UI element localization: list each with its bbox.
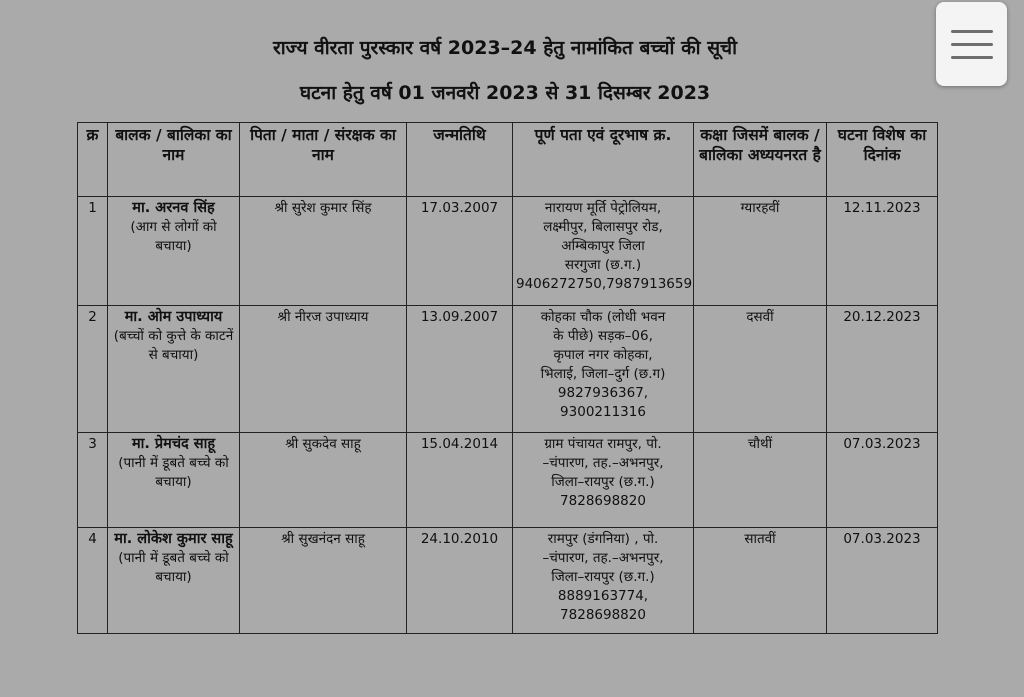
column-header-guardian-name: पिता / माता / संरक्षक का नाम xyxy=(240,123,407,197)
address-line: रामपुर (डंगनिया) , पो. xyxy=(547,531,659,547)
address-cell xyxy=(513,433,694,528)
class-cell: सातवीं xyxy=(694,528,827,634)
guardian-cell: श्री नीरज उपाध्याय xyxy=(240,306,407,433)
bravery-note: (पानी में डूबते बच्चे को बचाया) xyxy=(118,455,229,490)
bravery-note: (बच्चों को कुत्ते के काटनें से बचाया) xyxy=(113,328,234,363)
column-header-serial: क्र xyxy=(78,123,108,197)
bravery-note: (आग से लोगों को बचाया) xyxy=(130,219,217,254)
address-line: अम्बिकापुर जिला xyxy=(561,238,645,254)
phone-number: 7828698820 xyxy=(560,493,646,509)
child-name: मा. लोकेश कुमार साहू xyxy=(114,531,233,547)
address-line: सरगुजा (छ.ग.) xyxy=(564,257,642,273)
phone-number: 9300211316 xyxy=(560,404,646,420)
phone-number: 9827936367, xyxy=(557,385,649,401)
hamburger-menu-icon-line xyxy=(951,56,993,59)
table-row xyxy=(78,197,938,306)
address-line: नारायण मूर्ति पेट्रोलियम, xyxy=(544,200,662,216)
column-header-child-name: बालक / बालिका का नाम xyxy=(108,123,240,197)
hamburger-menu-button[interactable] xyxy=(936,2,1007,86)
dob-cell: 17.03.2007 xyxy=(407,197,513,306)
child-name: मा. प्रेमचंद साहू xyxy=(131,436,216,452)
child-cell xyxy=(108,528,240,634)
guardian-cell: श्री सुखनंदन साहू xyxy=(240,528,407,634)
address-line: कोहका चौक (लोधी भवन xyxy=(540,309,666,325)
column-header-dob: जन्मतिथि xyxy=(407,123,513,197)
dob-cell: 15.04.2014 xyxy=(407,433,513,528)
bravery-note: (पानी में डूबते बच्चे को बचाया) xyxy=(118,550,229,585)
child-name: मा. ओम उपाध्याय xyxy=(124,309,223,325)
event-date-cell: 12.11.2023 xyxy=(827,197,938,306)
address-line: कृपाल नगर कोहका, xyxy=(553,347,653,363)
address-line: जिला–रायपुर (छ.ग.) xyxy=(551,474,655,490)
table-row xyxy=(78,433,938,528)
address-line: लक्ष्मीपुर, बिलासपुर रोड, xyxy=(543,219,663,235)
address-line: ग्राम पंचायत रामपुर, पो. xyxy=(544,436,662,452)
event-date-cell: 07.03.2023 xyxy=(827,528,938,634)
child-cell xyxy=(108,197,240,306)
address-line: जिला–रायपुर (छ.ग.) xyxy=(551,569,655,585)
hamburger-menu-icon-line xyxy=(951,43,993,46)
address-line: –चंपारण, तह.–अभनपुर, xyxy=(542,455,664,471)
phone-number: 8889163774, xyxy=(557,588,649,604)
address-cell xyxy=(513,528,694,634)
table-row xyxy=(78,306,938,433)
phone-number: 9406272750,7987913659 xyxy=(516,276,693,292)
child-cell xyxy=(108,306,240,433)
serial-cell: 4 xyxy=(78,528,108,634)
column-header-event-date: घटना विशेष का दिनांक xyxy=(827,123,938,197)
guardian-cell: श्री सुरेश कुमार सिंह xyxy=(240,197,407,306)
hamburger-menu-icon xyxy=(951,30,993,33)
dob-cell: 24.10.2010 xyxy=(407,528,513,634)
serial-cell: 2 xyxy=(78,306,108,433)
serial-cell: 1 xyxy=(78,197,108,306)
dob-cell: 13.09.2007 xyxy=(407,306,513,433)
address-cell xyxy=(513,306,694,433)
guardian-cell: श्री सुकदेव साहू xyxy=(240,433,407,528)
address-line: भिलाई, जिला–दुर्ग (छ.ग) xyxy=(540,366,666,382)
phone-number: 7828698820 xyxy=(560,607,646,623)
address-line: के पीछे) सड़क–06, xyxy=(553,328,653,344)
address-line: –चंपारण, तह.–अभनपुर, xyxy=(542,550,664,566)
page-title: राज्य वीरता पुरस्कार वर्ष 2023–24 हेतु नामांकित बच्चों की सूची xyxy=(272,37,738,59)
child-cell xyxy=(108,433,240,528)
nominee-table xyxy=(77,122,938,634)
child-name: मा. अरनव सिंह xyxy=(132,200,215,216)
event-date-cell: 20.12.2023 xyxy=(827,306,938,433)
class-cell: चौथीं xyxy=(694,433,827,528)
address-cell xyxy=(513,197,694,306)
class-cell: ग्यारहवीं xyxy=(694,197,827,306)
table-row xyxy=(78,528,938,634)
page-subtitle: घटना हेतु वर्ष 01 जनवरी 2023 से 31 दिसम्बर 2023 xyxy=(299,82,711,104)
class-cell: दसवीं xyxy=(694,306,827,433)
event-date-cell: 07.03.2023 xyxy=(827,433,938,528)
table-header-row xyxy=(78,123,938,197)
column-header-class: कक्षा जिसमें बालक / बालिका अध्ययनरत है xyxy=(694,123,827,197)
serial-cell: 3 xyxy=(78,433,108,528)
column-header-address: पूर्ण पता एवं दूरभाष क्र. xyxy=(513,123,694,197)
